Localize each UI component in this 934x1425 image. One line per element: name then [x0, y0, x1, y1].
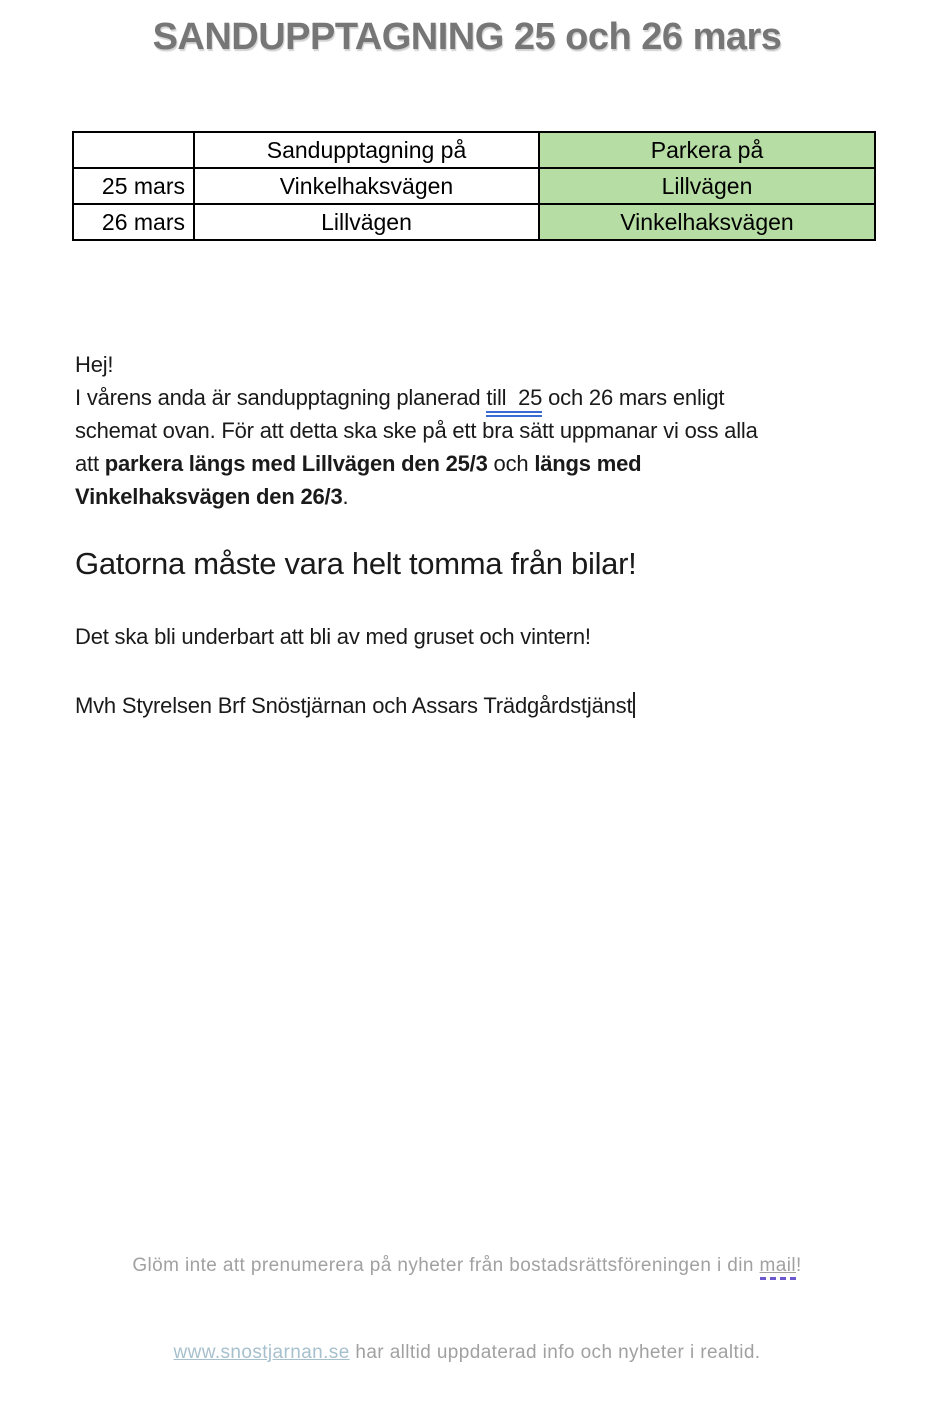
- bold-parking-instruction-26b: Vinkelhaksvägen den 26/3: [75, 484, 343, 509]
- table-row-26-mars: [73, 204, 875, 240]
- text-cursor: [633, 692, 635, 718]
- table-header-empty-cell: [73, 132, 194, 168]
- body-text: schemat ovan. För att detta ska ske på ett bra sätt uppmanar vi oss alla: [75, 418, 758, 443]
- table-cell-sandupptagning: Lillvägen: [194, 204, 539, 240]
- signature-text: Mvh Styrelsen Brf Snöstjärnan och Assars Trädgårdstjänst: [75, 693, 633, 718]
- emphasis-heading: Gatorna måste vara helt tomma från bilar!: [75, 546, 637, 581]
- website-link[interactable]: www.snostjarnan.se: [173, 1342, 350, 1363]
- table-header-parkera: Parkera på: [539, 132, 875, 168]
- body-text: att: [75, 451, 105, 476]
- table-cell-parkera: Vinkelhaksvägen: [539, 204, 875, 240]
- schedule-table: [72, 131, 876, 241]
- closing-remark: Det ska bli underbart att bli av med gruset och vintern!: [75, 624, 591, 649]
- footer-note: [0, 1193, 934, 1425]
- table-cell-sandupptagning: Vinkelhaksvägen: [194, 168, 539, 204]
- table-header-sandupptagning: Sandupptagning på: [194, 132, 539, 168]
- table-cell-date: 26 mars: [73, 204, 194, 240]
- footer-text: har alltid uppdaterad info och nyheter i realtid.: [349, 1342, 761, 1363]
- body-line-5: [75, 480, 865, 513]
- body-text: .: [342, 484, 349, 509]
- footer-line-1: [0, 1251, 934, 1280]
- body-text: I vårens anda är sandupptagning planerad: [75, 385, 487, 410]
- greeting-text: Hej!: [75, 352, 114, 377]
- table-cell-date: 25 mars: [73, 168, 194, 204]
- bold-parking-instruction-26a: längs med: [534, 451, 642, 476]
- footer-line-2: [0, 1338, 934, 1367]
- body-text: och: [487, 451, 535, 476]
- greeting-line: [75, 348, 865, 381]
- body-paragraph[interactable]: [75, 348, 865, 513]
- signature-line[interactable]: [75, 692, 635, 719]
- spellcheck-underline: mail: [760, 1255, 796, 1280]
- bold-parking-instruction-25: parkera längs med Lillvägen den 25/3: [104, 451, 488, 476]
- body-line-3: [75, 414, 865, 447]
- page-title: SANDUPPTAGNING 25 och 26 mars: [152, 16, 782, 58]
- footer-text: Glöm inte att prenumerera på nyheter från bostadsrättsföreningen i din: [132, 1255, 760, 1276]
- table-row-25-mars: [73, 168, 875, 204]
- body-line-2: [75, 381, 865, 414]
- body-line-4: [75, 447, 865, 480]
- body-text: och 26 mars enligt: [542, 385, 725, 410]
- table-header-row: [73, 132, 875, 168]
- table-cell-parkera: Lillvägen: [539, 168, 875, 204]
- footer-text: !: [795, 1255, 802, 1276]
- grammar-check-underline: till 25: [486, 385, 542, 417]
